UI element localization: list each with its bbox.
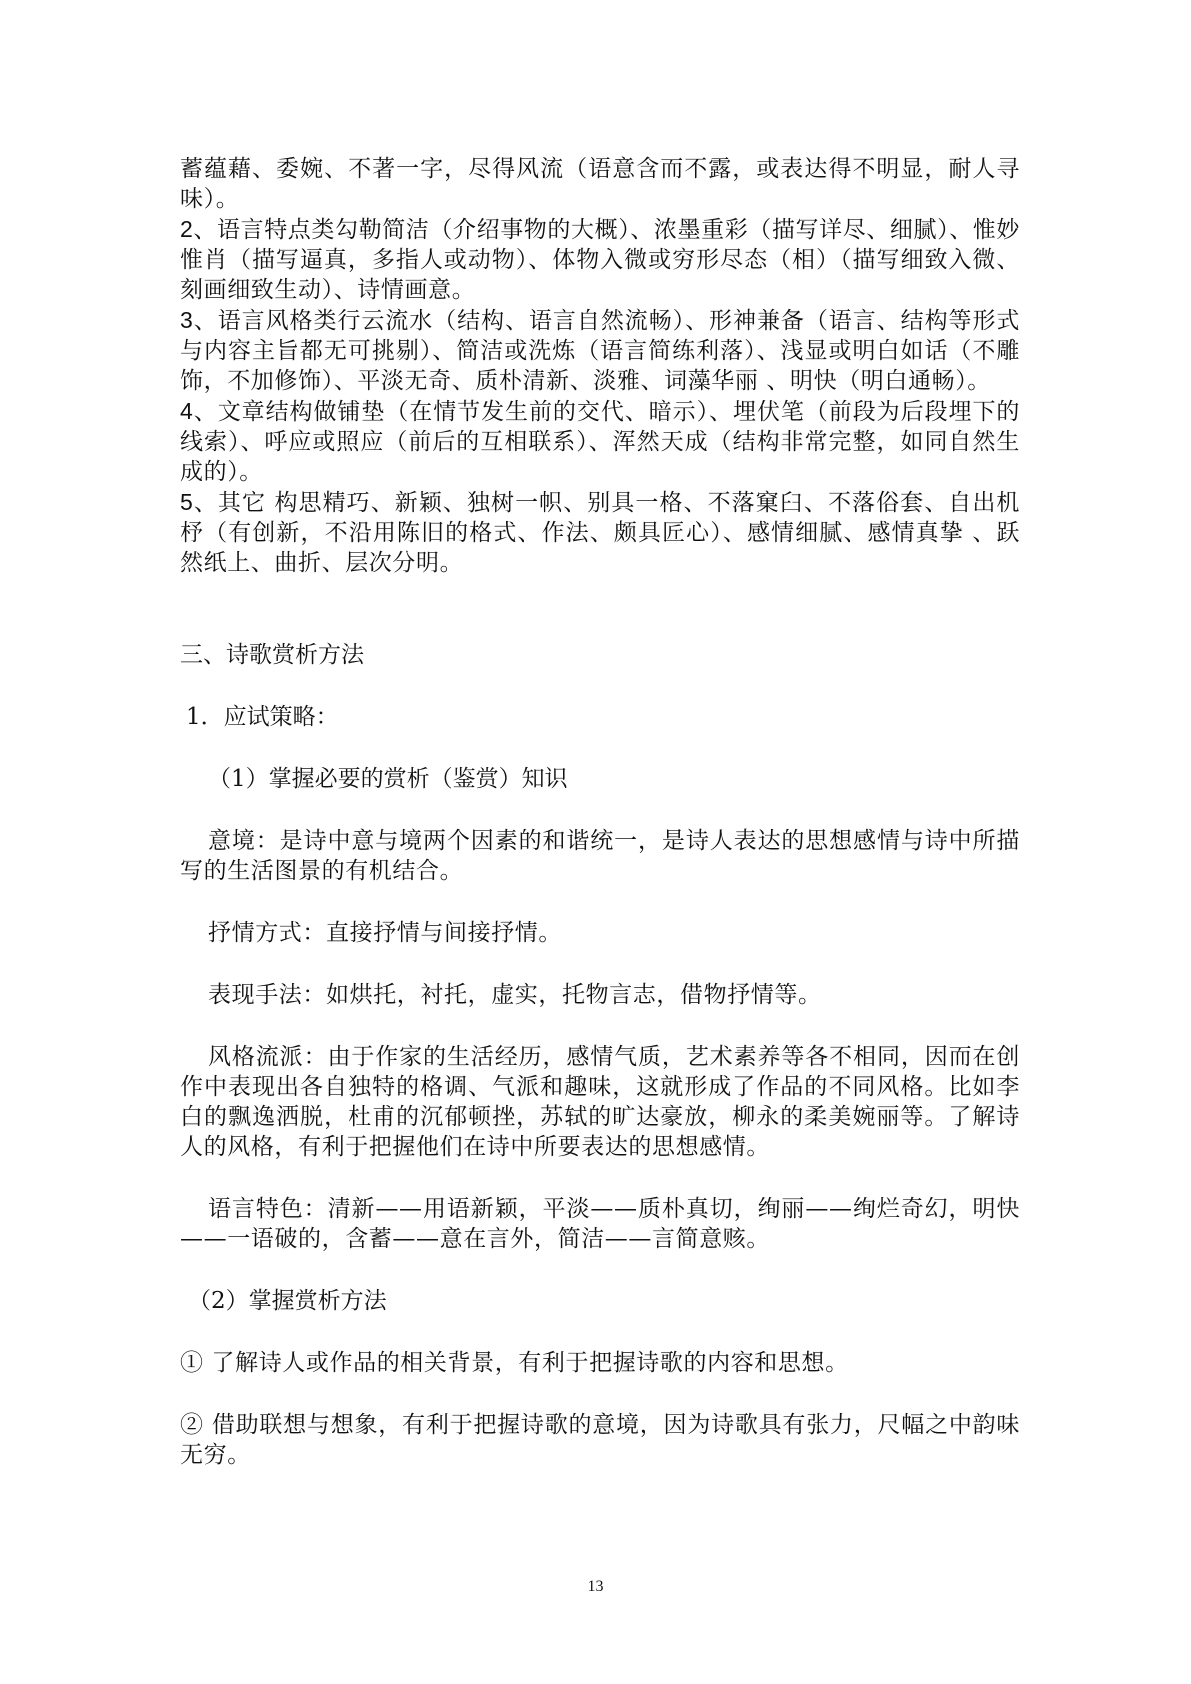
paragraph-shuqing: 抒情方式：直接抒情与间接抒情。 — [208, 920, 562, 946]
method-item-1: ① 了解诗人或作品的相关背景，有利于把握诗歌的内容和思想。 — [180, 1350, 849, 1376]
item-number: 3 — [180, 307, 194, 333]
section-heading: 三、诗歌赏析方法 — [180, 642, 364, 668]
paragraph-text: 、语言特点类勾勒简洁（介绍事物的大概）、浓墨重彩（描写详尽、细腻）、惟妙惟肖（描写逼真，多指人或动物）、体物入微或穷形尽态（相）（描写细致入微、刻画细致生动）、诗情画意。 — [180, 217, 1021, 303]
paragraph-text: 、语言风格类行云流水（结构、语言自然流畅）、形神兼备（语言、结构等形式与内容主旨都无可挑剔）、简洁或洗炼（语言简练利落）、浅显或明白如话（不雕饰，不加修饰）、平淡无奇、质朴清新、淡雅、词藻华丽 、明快（明白通畅）。 — [180, 308, 1020, 394]
paragraph-language-style — [180, 305, 1020, 396]
item-number: 2 — [180, 216, 194, 242]
method-item-2: ② 借助联想与想象，有利于把握诗歌的意境，因为诗歌具有张力，尺幅之中韵味无穷。 — [180, 1412, 1020, 1468]
page-number: 13 — [587, 1578, 604, 1595]
paragraph-text: 、其它 构思精巧、新颖、独树一帜、别具一格、不落窠臼、不落俗套、自出机杼（有创新，不沿用陈旧的格式、作法、颇具匠心）、感情细腻、感情真挚 、跃然纸上、曲折、层次分明。 — [180, 490, 1020, 576]
item-number: 4 — [180, 398, 194, 424]
page-content — [180, 154, 1020, 1470]
subsection-heading-methods: （2）掌握赏析方法 — [188, 1288, 387, 1314]
paragraph-continued: 蓄蕴藉、委婉、不著一字，尽得风流（语意含而不露，或表达得不明显，耐人寻味）。 — [180, 156, 1020, 212]
paragraph-yijing: 意境：是诗中意与境两个因素的和谐统一，是诗人表达的思想感情与诗中所描写的生活图景的有机结合。 — [180, 828, 1020, 884]
paragraph-yuyan: 语言特色：清新——用语新颖，平淡——质朴真切，绚丽——绚烂奇幻，明快——一语破的，含蓄——意在言外，简洁——言简意赅。 — [180, 1196, 1020, 1252]
subsection-heading-knowledge: （1）掌握必要的赏析（鉴赏）知识 — [208, 766, 568, 792]
strategy-heading: 1．应试策略： — [186, 704, 339, 730]
item-number: 5 — [180, 489, 194, 515]
paragraph-fengge: 风格流派：由于作家的生活经历，感情气质，艺术素养等各不相同，因而在创作中表现出各自独特的格调、气派和趣味，这就形成了作品的不同风格。比如李白的飘逸洒脱，杜甫的沉郁顿挫，苏轼的旷达豪放，柳永的柔美婉丽等。了解诗人的风格，有利于把握他们在诗中所要表达的思想感情。 — [180, 1044, 1020, 1160]
paragraph-article-structure — [180, 396, 1020, 487]
paragraph-language-features — [180, 214, 1020, 305]
paragraph-text: 、文章结构做铺垫（在情节发生前的交代、暗示）、埋伏笔（前段为后段埋下的线索）、呼应或照应（前后的互相联系）、浑然天成（结构非常完整，如同自然生成的）。 — [180, 399, 1020, 485]
paragraph-other — [180, 487, 1020, 578]
paragraph-biaoxian: 表现手法：如烘托，衬托，虚实，托物言志，借物抒情等。 — [208, 982, 822, 1008]
